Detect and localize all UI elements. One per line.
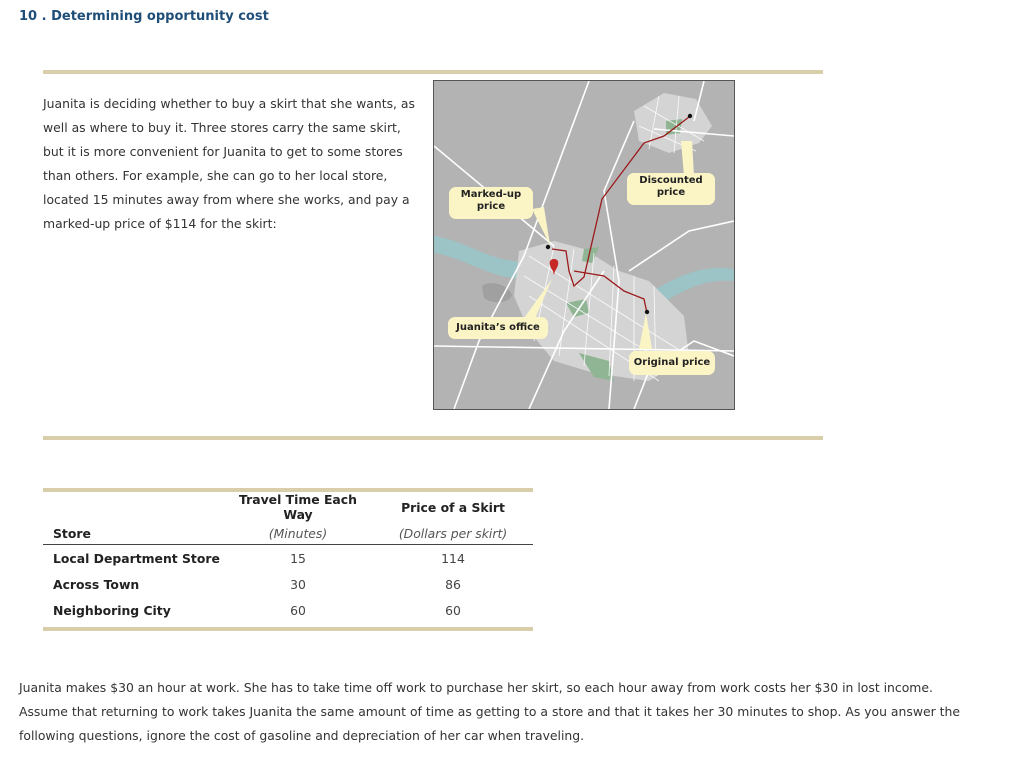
intro-paragraph: Juanita is deciding whether to buy a skirt that she wants, as well as where to buy it. Three stores carry the same skirt, but it is more convenient for Juanita to get to some stores than others. For example, she can go to her local store, located 15 minutes away from where she works, and pay a marked-up price of $114 for the skirt: xyxy=(43,96,415,231)
original-price-callout: Original price xyxy=(629,351,715,375)
travel-time-cell: 15 xyxy=(290,550,306,566)
table-row xyxy=(43,545,533,572)
travel-time-header: Travel Time Each Way xyxy=(239,492,357,522)
price-cell: 114 xyxy=(441,550,465,566)
price-cell: 86 xyxy=(445,576,461,592)
price-cell: 60 xyxy=(445,602,461,618)
discounted-price-callout: Discounted price xyxy=(627,173,715,205)
table-row xyxy=(43,571,533,597)
store-name: Local Department Store xyxy=(53,550,220,566)
travel-unit: (Minutes) xyxy=(223,522,373,545)
table-bottom-rule xyxy=(43,627,533,631)
marked-up-price-callout: Marked-up price xyxy=(449,187,533,219)
city-map xyxy=(433,80,735,410)
price-header: Price of a Skirt xyxy=(401,499,505,515)
store-name: Neighboring City xyxy=(53,602,171,618)
travel-time-cell: 30 xyxy=(290,576,306,592)
office-callout: Juanita’s office xyxy=(448,317,548,339)
table-row xyxy=(43,597,533,623)
store-header: Store xyxy=(43,522,223,545)
footer-paragraph: Juanita makes $30 an hour at work. She has to take time off work to purchase her skirt, so each hour away from work costs her $30 in lost income. Assume that returning to work takes Juanita the same amount of time as getting to a store and that it takes her 30 minutes to shop. As you answer the following questions, ignore the cost of gasoline and depreciation of her car when traveling. xyxy=(19,680,960,743)
travel-time-cell: 60 xyxy=(290,602,306,618)
store-table xyxy=(43,488,533,631)
middle-divider xyxy=(43,436,823,440)
top-divider xyxy=(43,70,823,74)
page-title: 10 . Determining opportunity cost xyxy=(19,9,269,24)
price-unit: (Dollars per skirt) xyxy=(373,522,533,545)
store-name: Across Town xyxy=(53,576,140,592)
